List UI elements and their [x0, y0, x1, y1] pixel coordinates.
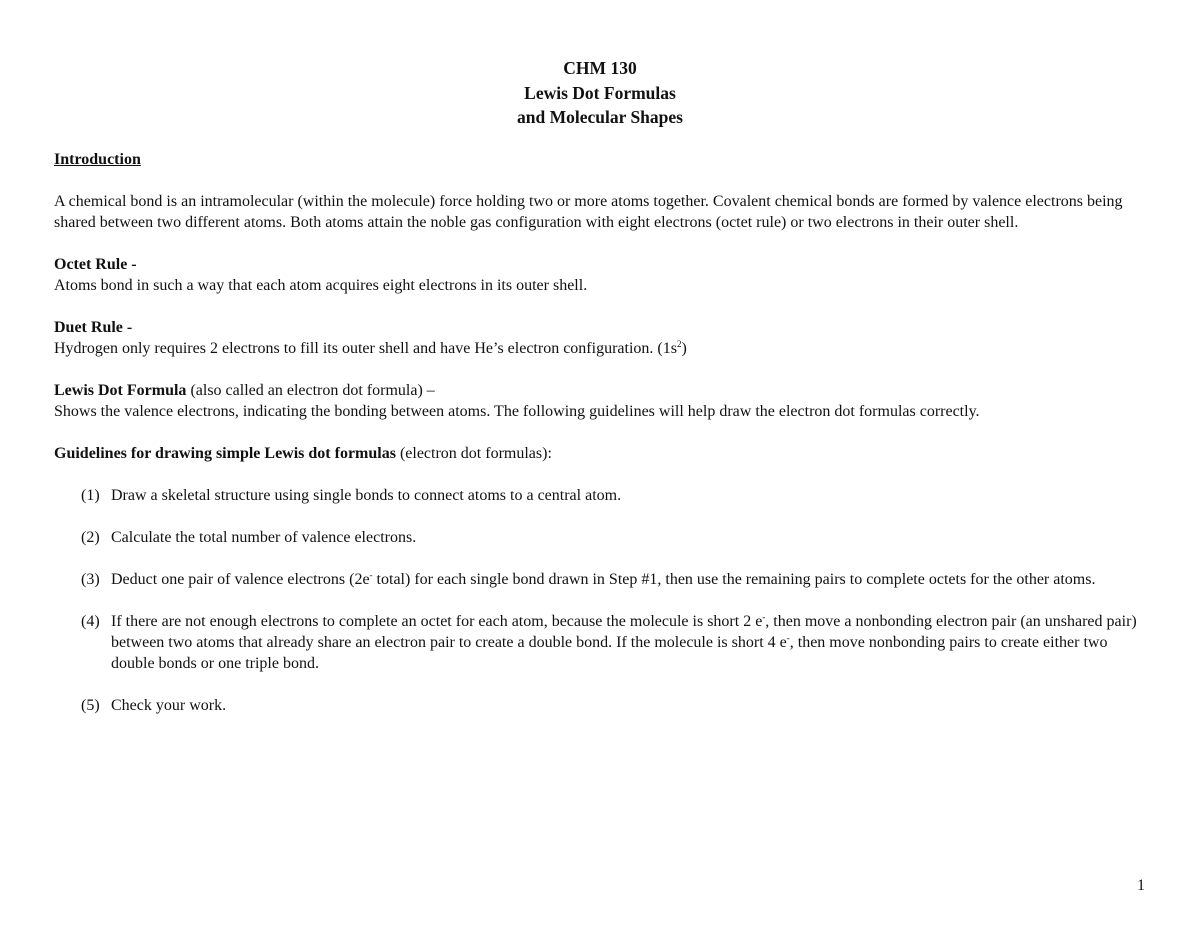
guideline-step-2	[54, 527, 1149, 548]
step-text-part: If there are not enough electrons to complete an octet for each atom, because the molecule is short 2 e	[111, 613, 763, 630]
step-text: Check your work.	[111, 697, 227, 714]
step-text-part: , then move nonbonding pairs to create either two double bonds or one triple bond.	[111, 634, 1108, 672]
guideline-step-3	[54, 569, 1149, 590]
title-line-1: Lewis Dot Formulas	[524, 82, 676, 103]
title-line-2: and Molecular Shapes	[517, 107, 683, 127]
step-text: Calculate the total number of valence electrons.	[111, 529, 417, 546]
document-body	[54, 149, 1149, 716]
lewis-dot-formula-subheading: (also called an electron dot formula) –	[186, 382, 435, 399]
step-number: (2)	[81, 529, 100, 546]
guidelines-subheading: (electron dot formulas):	[395, 445, 552, 462]
step-text: Draw a skeletal structure using single bonds to connect atoms to a central atom.	[111, 487, 622, 504]
step-text	[111, 571, 1095, 588]
guideline-step-4	[54, 611, 1149, 674]
duet-rule-text-end: )	[681, 340, 687, 357]
step-number: (4)	[81, 613, 100, 630]
lewis-dot-formula-text: Shows the valence electrons, indicating the bonding between atoms. The following guidelines will help draw the electron dot formulas correctly.	[54, 403, 980, 420]
duet-rule-text-main: Hydrogen only requires 2 electrons to fill its outer shell and have He’s electron configuration. (1s	[54, 340, 677, 357]
duet-rule-superscript: 2	[676, 339, 682, 349]
lewis-dot-formula-heading-line	[54, 380, 1149, 401]
introduction-text: A chemical bond is an intramolecular (within the molecule) force holding two or more atoms together. Covalent chemical bonds are formed by valence electrons being shared between two different atoms. Both atoms attain the noble gas configuration with eight electrons (octet rule) or two electrons in their outer shell.	[54, 193, 1123, 231]
lewis-dot-formula-heading: Lewis Dot Formula	[54, 382, 187, 399]
duet-rule-heading: Duet Rule -	[54, 319, 133, 336]
step-text-part: , then move a nonbonding electron pair (an unshared pair) between two atoms that already share an electron pair to create a double bond. If the molecule is short 4 e	[111, 613, 1137, 651]
guideline-step-1	[54, 485, 1149, 506]
guidelines-heading: Guidelines for drawing simple Lewis dot formulas	[54, 445, 396, 462]
step-text	[111, 613, 1137, 672]
page-number: 1	[1137, 877, 1145, 894]
guidelines-steps	[54, 485, 1149, 716]
duet-rule-text	[54, 338, 1149, 359]
step-number: (3)	[81, 571, 100, 588]
introduction-heading: Introduction	[54, 151, 141, 168]
step-superscript: -	[786, 633, 790, 643]
guideline-step-5	[54, 695, 1149, 716]
document-title-block	[0, 56, 1200, 130]
octet-rule-heading: Octet Rule -	[54, 256, 137, 273]
step-text-part: total) for each single bond drawn in Step #1, then use the remaining pairs to complete octets for the other atoms.	[372, 571, 1096, 588]
step-text-part: Deduct one pair of valence electrons (2e	[111, 571, 370, 588]
step-superscript: -	[369, 570, 373, 580]
guidelines-heading-line	[54, 443, 1149, 464]
step-number: (5)	[81, 697, 100, 714]
step-number: (1)	[81, 487, 100, 504]
octet-rule-text: Atoms bond in such a way that each atom acquires eight electrons in its outer shell.	[54, 277, 588, 294]
step-superscript: -	[762, 612, 766, 622]
course-code: CHM 130	[563, 58, 637, 78]
